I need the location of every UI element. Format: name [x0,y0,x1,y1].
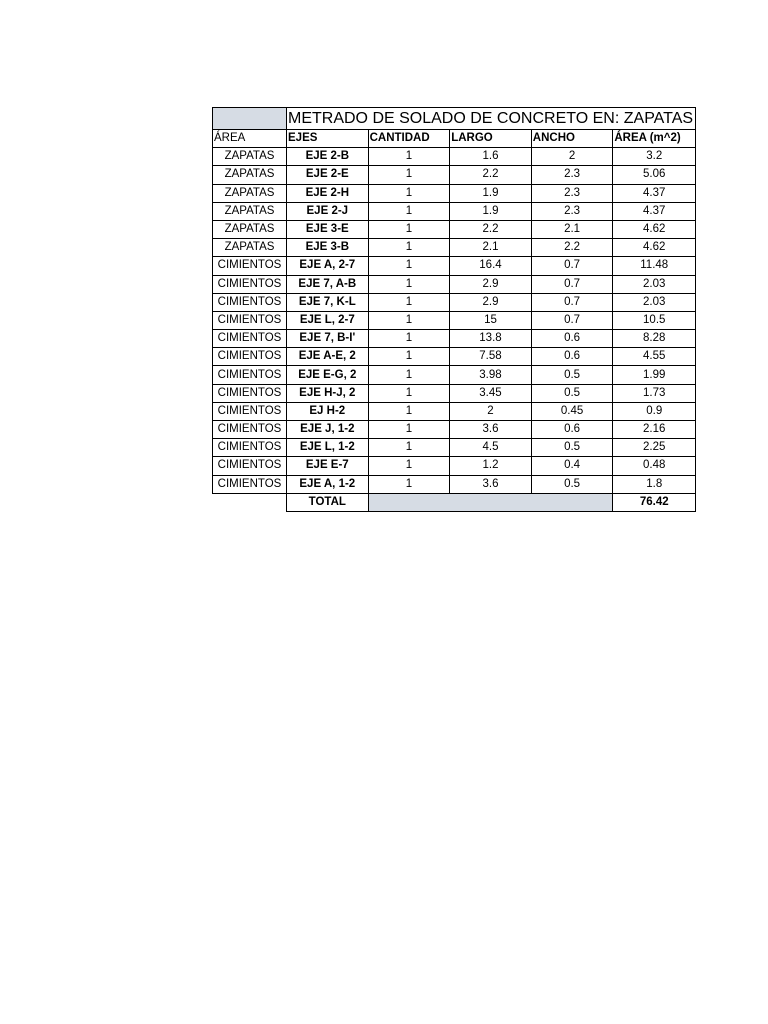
cell-area[interactable]: ZAPATAS [213,202,287,220]
cell-area-m2[interactable]: 11.48 [613,257,696,275]
cell-cantidad[interactable]: 1 [368,402,450,420]
cell-cantidad[interactable]: 1 [368,220,450,238]
cell-area[interactable]: ZAPATAS [213,166,287,184]
table-row [213,366,696,384]
cell-cantidad[interactable]: 1 [368,275,450,293]
cell-ancho[interactable]: 0.45 [531,402,613,420]
cell-cantidad[interactable]: 1 [368,348,450,366]
cell-eje[interactable]: EJE L, 2-7 [287,311,369,329]
cell-cantidad[interactable]: 1 [368,330,450,348]
cell-ancho[interactable]: 0.5 [531,439,613,457]
title-blank-cell[interactable] [213,108,287,130]
cell-area-m2[interactable]: 4.55 [613,348,696,366]
cell-area[interactable]: CIMIENTOS [213,293,287,311]
cell-area[interactable]: CIMIENTOS [213,421,287,439]
total-label[interactable]: TOTAL [287,493,369,511]
cell-area[interactable]: CIMIENTOS [213,366,287,384]
cell-area-m2[interactable]: 4.62 [613,220,696,238]
cell-area[interactable]: CIMIENTOS [213,311,287,329]
cell-eje[interactable]: EJE A-E, 2 [287,348,369,366]
table-row [213,330,696,348]
cell-eje[interactable]: EJE 3-E [287,220,369,238]
cell-cantidad[interactable]: 1 [368,366,450,384]
cell-ancho[interactable]: 0.5 [531,384,613,402]
cell-cantidad[interactable]: 1 [368,475,450,493]
cell-area-m2[interactable]: 4.37 [613,202,696,220]
cell-eje[interactable]: EJE A, 2-7 [287,257,369,275]
cell-ancho[interactable]: 0.6 [531,330,613,348]
cell-area-m2[interactable]: 3.2 [613,148,696,166]
cell-area-m2[interactable]: 2.16 [613,421,696,439]
cell-area-m2[interactable]: 2.25 [613,439,696,457]
cell-largo[interactable]: 2.2 [450,220,532,238]
table-row [213,239,696,257]
cell-ancho[interactable]: 0.7 [531,293,613,311]
cell-ancho[interactable]: 2.1 [531,220,613,238]
cell-largo[interactable]: 3.6 [450,475,532,493]
cell-eje[interactable]: EJE 2-E [287,166,369,184]
cell-cantidad[interactable]: 1 [368,293,450,311]
cell-cantidad[interactable]: 1 [368,239,450,257]
cell-ancho[interactable]: 2.3 [531,184,613,202]
cell-area-m2[interactable]: 4.37 [613,184,696,202]
table-row [213,402,696,420]
table-row [213,293,696,311]
cell-eje[interactable]: EJE E-G, 2 [287,366,369,384]
cell-area[interactable]: CIMIENTOS [213,384,287,402]
header-largo[interactable]: LARGO [450,130,532,148]
cell-eje[interactable]: EJE 2-H [287,184,369,202]
table-row [213,202,696,220]
cell-cantidad[interactable]: 1 [368,457,450,475]
cell-area[interactable]: ZAPATAS [213,184,287,202]
table-row [213,257,696,275]
total-row [213,493,696,511]
cell-eje[interactable]: EJE H-J, 2 [287,384,369,402]
table-row [213,311,696,329]
header-ancho[interactable]: ANCHO [531,130,613,148]
cell-largo[interactable]: 1.9 [450,202,532,220]
header-ejes[interactable]: EJES [287,130,369,148]
cell-area-m2[interactable]: 0.48 [613,457,696,475]
cell-area-m2[interactable]: 5.06 [613,166,696,184]
cell-area[interactable]: CIMIENTOS [213,348,287,366]
cell-cantidad[interactable]: 1 [368,257,450,275]
total-fill-cell[interactable] [368,493,613,511]
metrado-table [212,107,696,512]
table-row [213,475,696,493]
header-row [213,130,696,148]
cell-largo[interactable]: 13.8 [450,330,532,348]
cell-cantidad[interactable]: 1 [368,148,450,166]
table-row [213,166,696,184]
cell-largo[interactable]: 16.4 [450,257,532,275]
cell-area-m2[interactable]: 4.62 [613,239,696,257]
cell-cantidad[interactable]: 1 [368,421,450,439]
cell-largo[interactable]: 1.9 [450,184,532,202]
cell-eje[interactable]: EJE 7, K-L [287,293,369,311]
cell-eje[interactable]: EJE E-7 [287,457,369,475]
cell-cantidad[interactable]: 1 [368,311,450,329]
cell-cantidad[interactable]: 1 [368,202,450,220]
table-row [213,421,696,439]
cell-eje[interactable]: EJE 7, B-I' [287,330,369,348]
table-row [213,348,696,366]
header-area[interactable]: ÁREA [213,130,287,148]
cell-area[interactable]: ZAPATAS [213,148,287,166]
cell-ancho[interactable]: 0.7 [531,311,613,329]
cell-area[interactable]: CIMIENTOS [213,439,287,457]
cell-largo[interactable]: 2.9 [450,275,532,293]
cell-area[interactable]: CIMIENTOS [213,457,287,475]
table-title[interactable]: METRADO DE SOLADO DE CONCRETO EN: ZAPATAS [287,108,696,130]
header-area-m2[interactable]: ÁREA (m^2) [613,130,696,148]
cell-largo[interactable]: 7.58 [450,348,532,366]
cell-largo[interactable]: 2.2 [450,166,532,184]
cell-area[interactable]: CIMIENTOS [213,402,287,420]
cell-eje[interactable]: EJE 7, A-B [287,275,369,293]
cell-ancho[interactable]: 0.6 [531,421,613,439]
cell-cantidad[interactable]: 1 [368,184,450,202]
table-row [213,184,696,202]
cell-area[interactable]: ZAPATAS [213,239,287,257]
cell-ancho[interactable]: 0.5 [531,475,613,493]
cell-area-m2[interactable]: 1.99 [613,366,696,384]
cell-area[interactable]: CIMIENTOS [213,257,287,275]
cell-largo[interactable]: 1.6 [450,148,532,166]
cell-cantidad[interactable]: 1 [368,384,450,402]
cell-eje[interactable]: EJE 2-J [287,202,369,220]
cell-ancho[interactable]: 2.2 [531,239,613,257]
cell-area[interactable]: ZAPATAS [213,220,287,238]
table-row [213,439,696,457]
cell-largo[interactable]: 3.45 [450,384,532,402]
title-row [213,108,696,130]
header-cantidad[interactable]: CANTIDAD [368,130,450,148]
cell-area-m2[interactable]: 10.5 [613,311,696,329]
cell-ancho[interactable]: 0.6 [531,348,613,366]
cell-ancho[interactable]: 2 [531,148,613,166]
cell-ancho[interactable]: 2.3 [531,166,613,184]
cell-eje[interactable]: EJE L, 1-2 [287,439,369,457]
cell-eje[interactable]: EJE 3-B [287,239,369,257]
cell-largo[interactable]: 15 [450,311,532,329]
table-row [213,457,696,475]
spreadsheet-sheet [212,107,696,512]
cell-eje[interactable]: EJE J, 1-2 [287,421,369,439]
cell-area-m2[interactable]: 0.9 [613,402,696,420]
cell-cantidad[interactable]: 1 [368,166,450,184]
cell-largo[interactable]: 3.6 [450,421,532,439]
table-row [213,148,696,166]
cell-largo[interactable]: 4.5 [450,439,532,457]
cell-area[interactable]: CIMIENTOS [213,475,287,493]
cell-ancho[interactable]: 2.3 [531,202,613,220]
cell-ancho[interactable]: 0.7 [531,257,613,275]
total-blank-cell[interactable] [213,493,287,511]
cell-ancho[interactable]: 0.7 [531,275,613,293]
cell-area-m2[interactable]: 2.03 [613,293,696,311]
cell-ancho[interactable]: 0.4 [531,457,613,475]
cell-largo[interactable]: 2.1 [450,239,532,257]
cell-area[interactable]: CIMIENTOS [213,330,287,348]
cell-largo[interactable]: 3.98 [450,366,532,384]
cell-area[interactable]: CIMIENTOS [213,275,287,293]
cell-largo[interactable]: 2 [450,402,532,420]
cell-ancho[interactable]: 0.5 [531,366,613,384]
cell-cantidad[interactable]: 1 [368,439,450,457]
cell-area-m2[interactable]: 2.03 [613,275,696,293]
cell-area-m2[interactable]: 1.73 [613,384,696,402]
cell-eje[interactable]: EJE A, 1-2 [287,475,369,493]
cell-area-m2[interactable]: 1.8 [613,475,696,493]
cell-largo[interactable]: 2.9 [450,293,532,311]
cell-eje[interactable]: EJE 2-B [287,148,369,166]
table-row [213,275,696,293]
cell-largo[interactable]: 1.2 [450,457,532,475]
table-row [213,220,696,238]
total-value[interactable]: 76.42 [613,493,696,511]
table-row [213,384,696,402]
cell-area-m2[interactable]: 8.28 [613,330,696,348]
cell-eje[interactable]: EJ H-2 [287,402,369,420]
